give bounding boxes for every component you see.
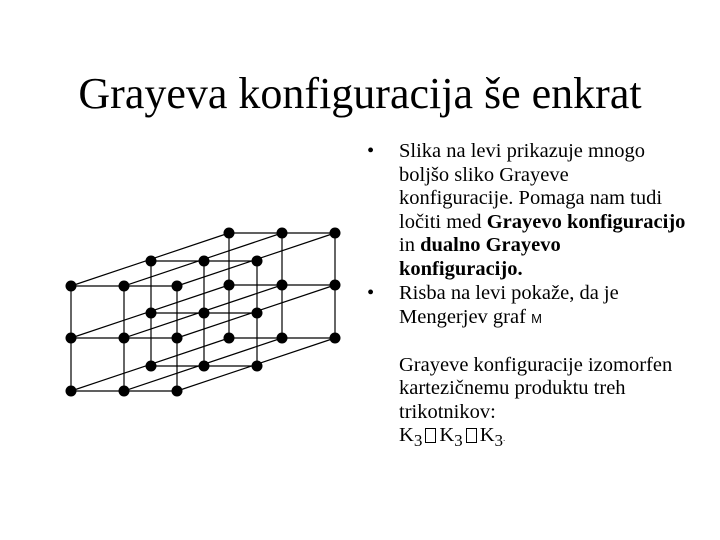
- bullet-2-text-b: Grayeve konfiguracije izomorfen kartezičnemu produktu treh trikotnikov:: [399, 353, 673, 423]
- grid-node: [224, 333, 235, 344]
- grid-node: [277, 280, 288, 291]
- grid-node: [66, 281, 77, 292]
- bullet-1-bold-b: dualno Grayevo konfiguracijo.: [399, 234, 561, 280]
- grid-node: [146, 308, 157, 319]
- formula-sub: 3: [454, 431, 463, 451]
- grid-node: [330, 228, 341, 239]
- grid-node: [172, 281, 183, 292]
- grid-node: [146, 361, 157, 372]
- grid-node: [119, 333, 130, 344]
- grid-node: [66, 386, 77, 397]
- slide-title: Grayeva konfiguracija še enkrat: [78, 69, 642, 118]
- menger-graph-symbol: M: [531, 310, 542, 326]
- formula-tail: .: [503, 434, 506, 443]
- formula-k: K: [479, 424, 495, 446]
- bullet-item-2: [367, 282, 687, 453]
- grid-node: [199, 256, 210, 267]
- grid-node: [252, 308, 263, 319]
- grid-node: [252, 361, 263, 372]
- grid-node: [330, 280, 341, 291]
- grid-node: [172, 333, 183, 344]
- grid-node: [224, 228, 235, 239]
- bullet-dot: •: [367, 140, 375, 162]
- grid-nodes: [66, 228, 341, 397]
- grid-node: [330, 333, 341, 344]
- formula-sub: 3: [494, 431, 504, 451]
- grid-node: [277, 228, 288, 239]
- bullet-1-text-a: Slika na levi prikazuje mnogo boljšo sliko Grayeve konfiguracije. Pomaga nam tudi ločiti med: [399, 140, 663, 233]
- formula-sub: 3: [413, 431, 423, 451]
- product-box-icon: [425, 428, 436, 443]
- grid-node: [252, 256, 263, 267]
- grid-node: [199, 308, 210, 319]
- bullet-list: [367, 140, 687, 453]
- product-box-icon: [466, 428, 477, 443]
- bullet-1-bold-a: Grayevo konfiguracijo: [486, 210, 686, 233]
- formula-k: K: [439, 424, 455, 446]
- grid-node: [172, 386, 183, 397]
- grid-node: [146, 256, 157, 267]
- bullet-2-text-a: Risba na levi pokaže, da je Mengerjev graf: [399, 282, 619, 328]
- grid-node: [119, 281, 130, 292]
- grid-node: [119, 386, 130, 397]
- bullet-item-1: [367, 140, 687, 281]
- bullet-1-text-b: in: [399, 234, 421, 256]
- grid-node: [224, 280, 235, 291]
- grid-node: [66, 333, 77, 344]
- grid-node: [199, 361, 210, 372]
- bullet-dot: •: [367, 282, 375, 304]
- grid-node: [277, 333, 288, 344]
- cartesian-product-formula: [399, 424, 506, 451]
- formula-k: K: [399, 424, 414, 446]
